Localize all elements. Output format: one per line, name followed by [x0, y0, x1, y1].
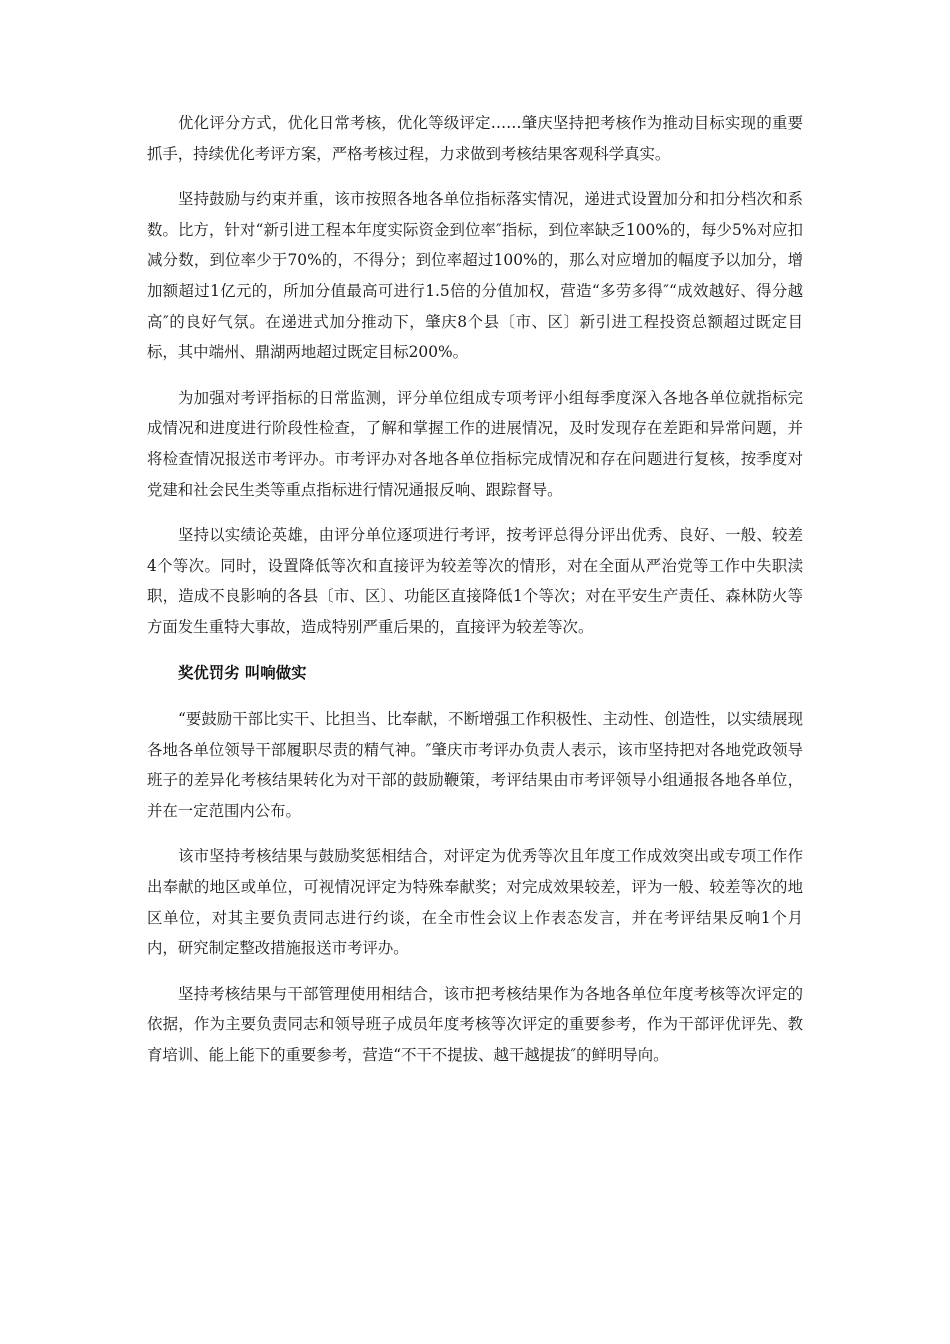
paragraph: 坚持考核结果与干部管理使用相结合，该市把考核结果作为各地各单位年度考核等次评定的依据，作为主要负责同志和领导班子成员年度考核等次评定的重要参考，作为干部评优评先、教育培训、能上能下的重要参考，营造“不干不提拔、越干越提拔″的鲜明导向。: [147, 984, 803, 1065]
paragraph: 坚持鼓励与约束并重，该市按照各地各单位指标落实情况，递进式设置加分和扣分档次和系数。比方，针对“新引进工程本年度实际资金到位率″指标，到位率缺乏100%的，每少5%对应扣减分数，到位率少于70%的，不得分；到位率超过100%的，那么对应增加的幅度予以加分，增加额超过1亿元的，所加分值最高可进行1.5倍的分值加权，营造“多劳多得″“成效越好、得分越高″的良好气氛。在递进式加分推动下，肇庆8个县〔市、区〕新引进工程投资总额超过既定目标，其中端州、鼎湖两地超过既定目标200%。: [147, 190, 803, 362]
paragraph: 为加强对考评指标的日常监测，评分单位组成专项考评小组每季度深入各地各单位就指标完成情况和进度进行阶段性检查，了解和掌握工作的进展情况，及时发现存在差距和异常问题，并将检查情况报送市考评办。市考评办对各地各单位指标完成情况和存在问题进行复核，按季度对党建和社会民生类等重点指标进行情况通报反响、跟踪督导。: [147, 388, 803, 499]
paragraph: 该市坚持考核结果与鼓励奖惩相结合，对评定为优秀等次且年度工作成效突出或专项工作作出奉献的地区或单位，可视情况评定为特殊奉献奖；对完成效果较差，评为一般、较差等次的地区单位，对其主要负责同志进行约谈，在全市性会议上作表态发言，并在考评结果反响1个月内，研究制定整改措施报送市考评办。: [147, 847, 803, 958]
document-page: [147, 108, 803, 1086]
paragraph: “要鼓励干部比实干、比担当、比奉献，不断增强工作积极性、主动性、创造性，以实绩展现各地各单位领导干部履职尽责的精气神。″肇庆市考评办负责人表示，该市坚持把对各地党政领导班子的差异化考核结果转化为对干部的鼓励鞭策，考评结果由市考评领导小组通报各地各单位，并在一定范围内公布。: [147, 710, 803, 820]
section-heading: 奖优罚劣 叫响做实: [178, 663, 307, 682]
paragraph: 坚持以实绩论英雄，由评分单位逐项进行考评，按考评总得分评出优秀、良好、一般、较差4个等次。同时，设置降低等次和直接评为较差等次的情形，对在全面从严治党等工作中失职渎职，造成不良影响的各县〔市、区〕、功能区直接降低1个等次；对在平安生产责任、森林防火等方面发生重特大事故，造成特别严重后果的，直接评为较差等次。: [147, 526, 803, 636]
paragraph: 优化评分方式，优化日常考核，优化等级评定……肇庆坚持把考核作为推动目标实现的重要抓手，持续优化考评方案，严格考核过程，力求做到考核结果客观科学真实。: [147, 114, 803, 163]
